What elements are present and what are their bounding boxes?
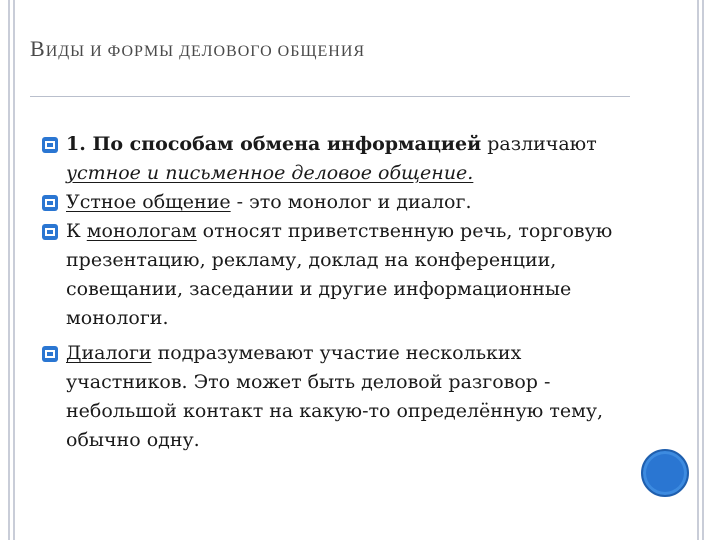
blue-circle-icon (641, 449, 689, 497)
list-item (40, 188, 620, 217)
slide-content (40, 130, 620, 455)
frame-line-left-2 (13, 0, 15, 540)
item-text: К (66, 220, 87, 242)
frame-line-right-1 (697, 0, 699, 540)
item-lead-bold: 1. По способам обмена информацией (66, 133, 482, 155)
slide-title (30, 36, 365, 62)
rectangle-bullet-icon (42, 224, 58, 240)
item-emphasis: устное и письменное деловое общение. (66, 162, 474, 184)
item-underlined: Диалоги (66, 342, 152, 364)
item-text: - это монолог и диалог. (230, 191, 472, 213)
title-divider (30, 96, 630, 97)
item-text: подразумевают участие нескольких участников. Это может быть деловой разговор - небольшой контакт на какую-то определённую тему, обычно одну. (66, 342, 604, 451)
rectangle-bullet-icon (42, 346, 58, 362)
item-underlined: Устное общение (66, 191, 231, 213)
frame-line-left-1 (8, 0, 10, 540)
rectangle-bullet-icon (42, 195, 58, 211)
rectangle-bullet-icon (42, 137, 58, 153)
item-underlined: монологам (86, 220, 197, 242)
frame-line-right-2 (702, 0, 704, 540)
title-first-letter: В (30, 36, 46, 61)
list-item (40, 217, 620, 333)
list-item (40, 339, 620, 455)
item-text: относят приветственную речь, торговую презентацию, рекламу, доклад на конференции, совещании, заседании и другие информационные монологи. (66, 220, 613, 329)
item-text: различают (481, 133, 597, 155)
title-rest: ИДЫ И ФОРМЫ ДЕЛОВОГО ОБЩЕНИЯ (45, 43, 366, 60)
list-item (40, 130, 620, 188)
